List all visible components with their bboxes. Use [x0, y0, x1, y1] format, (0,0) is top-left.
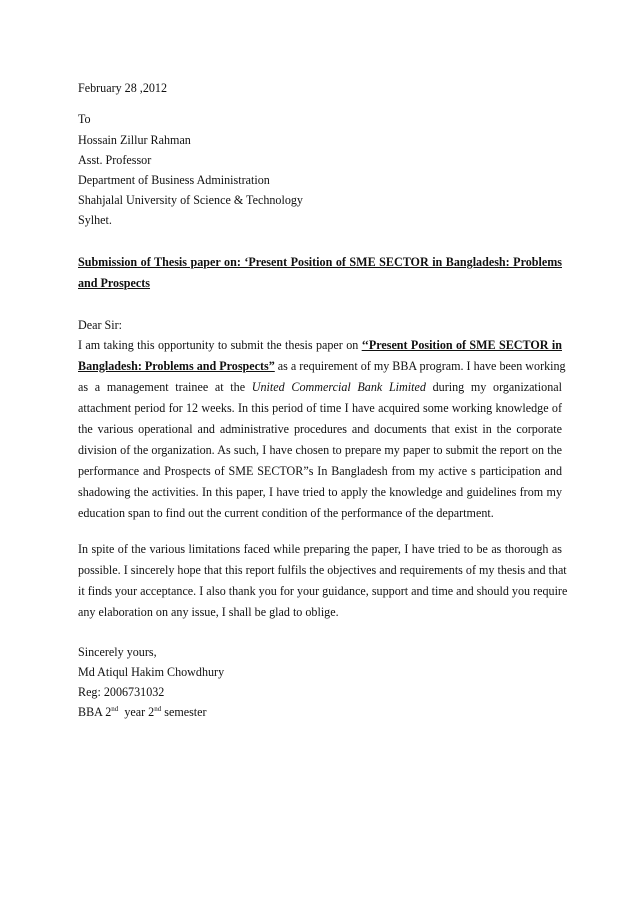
program-part-c: semester: [161, 705, 207, 719]
recipient-name: Hossain Zillur Rahman: [78, 133, 191, 147]
paragraph-1-line-6: division of the organization. As such, I have chosen to prepare my paper to submit the report on the: [78, 443, 562, 457]
paragraph-2-line-1: In spite of the various limitations faced while preparing the paper, I have tried to be as thorough as: [78, 542, 562, 556]
p1-l1-bold: ‘‘Present Position of SME SECTOR in: [361, 338, 562, 352]
p1-l3-text-b: during my organizational: [425, 380, 562, 394]
recipient-title: Asst. Professor: [78, 153, 152, 167]
recipient-city: Sylhet.: [78, 213, 112, 227]
subject-line-1: Submission of Thesis paper on: ‘Present Position of SME SECTOR in Bangladesh: Problems: [78, 255, 562, 269]
paragraph-2-line-2: possible. I sincerely hope that this report fulfils the objectives and requirements of my thesis and that: [78, 563, 567, 577]
paragraph-1-line-1: [78, 338, 562, 352]
program-sup-b: nd: [154, 705, 162, 713]
paragraph-1-line-4: attachment period for 12 weeks. In this period of time I have acquired some working knowledge of: [78, 401, 562, 415]
greeting: Dear Sir:: [78, 318, 122, 332]
letter-date: February 28 ,2012: [78, 81, 168, 95]
program-sup-a: nd: [111, 705, 119, 713]
recipient-to: To: [78, 112, 91, 126]
paragraph-1-line-3: [78, 380, 562, 394]
paragraph-1-line-9: education span to find out the current condition of the performance of the department.: [78, 506, 494, 520]
sender-program: [78, 705, 207, 719]
program-part-a: BBA 2: [78, 705, 112, 719]
p1-l1-text: I am taking this opportunity to submit the thesis paper on: [78, 338, 362, 352]
program-part-b: year 2: [118, 705, 155, 719]
p1-l2-text: as a requirement of my BBA program. I have been working: [274, 359, 566, 373]
paragraph-1-line-7: performance and Prospects of SME SECTOR”s In Bangladesh from my active s participation and: [78, 464, 562, 478]
p1-l3-text-a: as a management trainee at the: [78, 380, 252, 394]
recipient-university: Shahjalal University of Science & Technology: [78, 193, 303, 207]
sign-off: Sincerely yours,: [78, 645, 157, 659]
subject-line-2: and Prospects: [78, 276, 151, 290]
paragraph-2-line-4: any elaboration on any issue, I shall be glad to oblige.: [78, 605, 339, 619]
paragraph-1-line-5: the various operational and administrative procedures and documents that exist in the corporate: [78, 422, 562, 436]
recipient-department: Department of Business Administration: [78, 173, 270, 187]
p1-l2-bold: Bangladesh: Problems and Prospects”: [78, 359, 275, 373]
sender-name: Md Atiqul Hakim Chowdhury: [78, 665, 225, 679]
paragraph-2-line-3: it finds your acceptance. I also thank you for your guidance, support and time and should you require: [78, 584, 568, 598]
p1-l3-italic: United Commercial Bank Limited: [251, 380, 426, 394]
paragraph-1-line-2: [78, 359, 566, 373]
paragraph-1-line-8: shadowing the activities. In this paper, I have tried to apply the knowledge and guidelines from my: [78, 485, 562, 499]
sender-reg: Reg: 2006731032: [78, 685, 165, 699]
